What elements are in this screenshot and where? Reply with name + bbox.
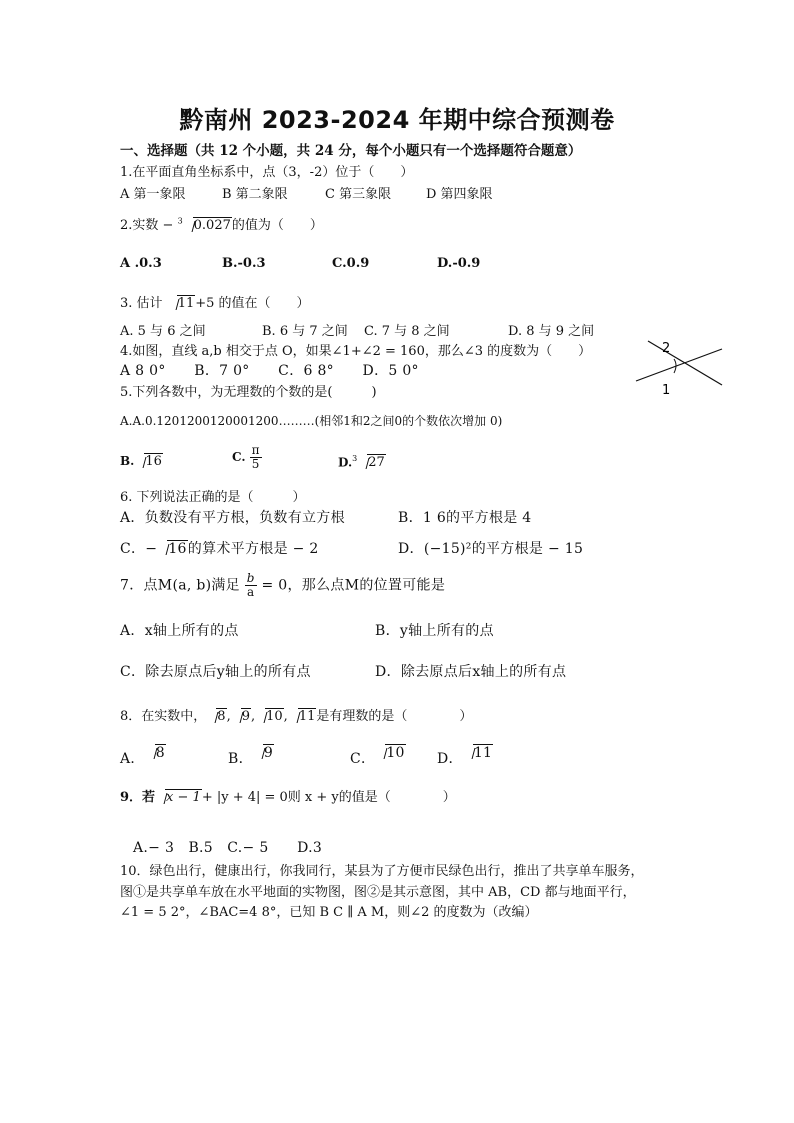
radicand-11: 11 — [298, 709, 316, 724]
option-d-label: D. — [338, 455, 353, 470]
question-2-root-index: 3 — [177, 216, 183, 226]
question-6-option-c — [120, 538, 319, 558]
question-3-option-a: A. 5 与 6 之间 — [120, 324, 206, 339]
question-9-radicand: x − 1 — [166, 790, 201, 805]
question-6-option-d: D．(−15)²的平方根是 − 15 — [398, 541, 584, 557]
question-8-option-d — [437, 745, 493, 768]
question-8-option-a — [120, 745, 166, 768]
question-8-stem: 8．在实数中， 8, 9, 10, 11是有理数的是（ ） — [120, 709, 473, 724]
question-3-radicand: 11 — [177, 296, 195, 311]
sqrt-symbol — [464, 745, 493, 761]
line-b — [636, 349, 722, 381]
fraction-denominator: 5 — [251, 457, 260, 471]
pi-over-5-fraction — [250, 444, 262, 471]
sqrt-symbol — [146, 745, 166, 761]
cube-root-symbol — [358, 455, 386, 470]
radicand-10: 10 — [266, 709, 283, 724]
question-9-prefix: 9．若 — [120, 790, 156, 805]
question-5-option-c — [232, 444, 262, 471]
section-heading: 一、选择题（共 12 个小题，共 24 分，每个小题只有一个选择题符合题意） — [120, 143, 582, 159]
question-2-option-c: C.0.9 — [332, 256, 370, 271]
question-5-stem: 5.下列各数中，为无理数的个数的是( ) — [120, 385, 377, 400]
radicand-9: 9 — [241, 709, 250, 724]
question-2-suffix: 的值为（ ） — [231, 218, 323, 233]
question-9-middle: + |y + 4| = 0则 x + y的值是（ ） — [201, 790, 456, 805]
question-9-options: A.− 3 B.5 C.− 5 D.3 — [133, 840, 323, 856]
question-7-option-b: B．y轴上所有的点 — [375, 623, 494, 639]
question-8-option-b — [228, 745, 274, 768]
question-3-prefix: 3. 估计 — [120, 296, 163, 311]
option-b-label: B． — [228, 751, 253, 767]
question-7-option-a: A．x轴上所有的点 — [120, 623, 239, 639]
option-b-radicand: 9 — [263, 745, 274, 761]
question-6-stem: 6. 下列说法正确的是（ ） — [120, 490, 306, 505]
option-c-radicand: 10 — [386, 745, 405, 761]
option-c-label: C. — [232, 450, 246, 464]
question-7-stem — [120, 572, 445, 599]
option-d-radicand: 11 — [473, 745, 493, 761]
question-6-option-b: B．1 6的平方根是 4 — [398, 510, 532, 526]
sqrt-symbol — [232, 709, 251, 724]
sqrt-symbol — [168, 296, 196, 311]
question-7-suffix: = 0，那么点M的位置可能是 — [261, 577, 446, 594]
question-9-stem — [120, 786, 456, 805]
question-8-option-c — [350, 745, 406, 768]
sqrt-symbol — [256, 709, 284, 724]
sqrt-symbol — [156, 790, 202, 805]
option-c-label: C． — [350, 751, 376, 767]
sqrt-symbol — [289, 709, 317, 724]
question-1-option-a: A 第一象限 — [120, 187, 186, 202]
sqrt-symbol — [207, 709, 226, 724]
question-1-option-d: D 第四象限 — [426, 187, 493, 202]
b-over-a-fraction — [245, 572, 257, 599]
option-d-root-index: 3 — [352, 454, 358, 463]
option-b-radicand: 16 — [145, 454, 162, 469]
question-3-option-d: D. 8 与 9 之间 — [508, 324, 595, 339]
option-d-radicand: 27 — [368, 455, 385, 471]
question-2-option-b: B.-0.3 — [222, 256, 266, 271]
question-7-option-d: D．除去原点后x轴上的所有点 — [375, 664, 567, 680]
question-3-option-c: C. 7 与 8 之间 — [364, 324, 450, 339]
sqrt-symbol — [254, 745, 274, 761]
question-2-radicand: 0.027 — [193, 218, 231, 233]
question-2-prefix: 2.实数 − — [120, 218, 178, 233]
option-a-label: A． — [120, 751, 145, 767]
question-1-option-c: C 第三象限 — [325, 187, 392, 202]
question-7-prefix: 7．点M(a, b)满足 — [120, 577, 240, 594]
sqrt-symbol — [135, 454, 163, 469]
question-8-suffix: 是有理数的是（ ） — [316, 709, 473, 724]
question-10-line-3: ∠1 = 5 2°，∠BAC=4 8°，已知 B C ∥ A M，则∠2 的度数为（改编） — [120, 905, 538, 920]
question-2-stem — [120, 214, 323, 233]
question-3-option-b: B. 6 与 7 之间 — [262, 324, 348, 339]
question-8-prefix: 8．在实数中， — [120, 709, 207, 724]
question-3-stem — [120, 292, 310, 311]
option-c-suffix: 的算术平方根是 − 2 — [187, 541, 319, 557]
fraction-numerator: b — [246, 571, 255, 585]
option-d-label: D． — [437, 751, 463, 767]
question-2-option-d: D.-0.9 — [437, 256, 481, 271]
question-5-option-a: A.A.0.1201200120001200………(相邻1和2之间0的个数依次增加 0) — [120, 414, 503, 428]
sqrt-symbol — [158, 541, 187, 557]
question-1-stem: 1.在平面直角坐标系中，点（3，-2）位于（ ） — [120, 165, 414, 180]
angle-label-2: 2 — [662, 341, 671, 356]
option-b-label: B. — [120, 454, 135, 468]
fraction-denominator: a — [247, 585, 255, 599]
option-a-radicand: 8 — [155, 745, 165, 761]
question-3-suffix: +5 的值在（ ） — [195, 296, 310, 311]
question-1-option-b: B 第二象限 — [222, 187, 288, 202]
question-6-option-a: A．负数没有平方根，负数有立方根 — [120, 510, 345, 526]
cube-root-symbol — [184, 218, 232, 233]
question-10-line-2: 图①是共享单车放在水平地面的实物图，图②是其示意图，其中 AB，CD 都与地面平行， — [120, 885, 636, 900]
radicand-8: 8 — [217, 709, 226, 724]
angle-label-1: 1 — [662, 383, 671, 398]
intersecting-lines-figure — [630, 335, 730, 400]
option-c-prefix: C．− — [120, 541, 158, 557]
question-4-options: A 8 0° B．7 0° C．6 8° D．5 0° — [120, 363, 419, 379]
question-5-option-d — [338, 454, 386, 470]
sqrt-symbol — [376, 745, 405, 761]
page-title: 黔南州 2023-2024 年期中综合预测卷 — [179, 106, 615, 134]
question-4-stem: 4.如图，直线 a,b 相交于点 O，如果∠1+∠2 = 160，那么∠3 的度数为（ ） — [120, 344, 592, 359]
question-5-option-b — [120, 454, 163, 469]
question-2-option-a: A .0.3 — [120, 256, 162, 271]
fraction-numerator: π — [251, 443, 260, 457]
option-c-radicand: 16 — [168, 541, 187, 557]
question-7-option-c: C．除去原点后y轴上的所有点 — [120, 664, 311, 680]
question-10-line-1: 10．绿色出行，健康出行，你我同行，某县为了方便市民绿色出行，推出了共享单车服务， — [120, 864, 644, 879]
